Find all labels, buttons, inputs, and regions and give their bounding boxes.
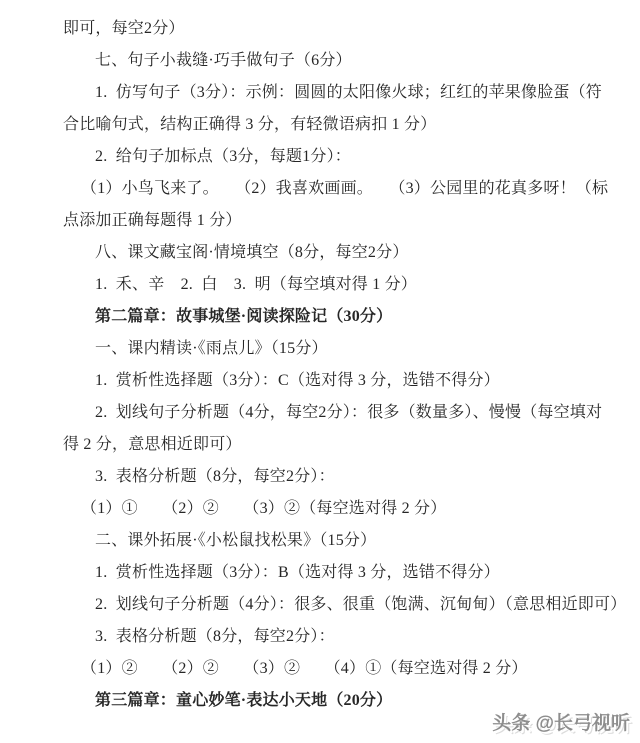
section-heading: 第三篇章：童心妙笔·表达小天地（20分） [95,692,393,709]
document-line: 合比喻句式，结构正确得 3 分，有轻微语病扣 1 分） [63,116,437,133]
document-line: 2. 划线句子分析题（4分）：很多、很重（饱满、沉甸甸）（意思相近即可） [95,596,627,613]
watermark: 头条 @长弓视听 [492,713,630,734]
document-body [63,13,627,717]
document-line: 一、课内精读·《雨点儿》（15分） [95,340,328,357]
document-line: 1. 赏析性选择题（3分）：C（选对得 3 分，选错不得分） [95,372,500,389]
document-line: 七、句子小裁缝·巧手做句子（6分） [95,52,352,69]
document-line: （1）① （2）② （3）②（每空选对得 2 分） [81,500,447,517]
document-line: 二、课外拓展·《小松鼠找松果》（15分） [95,532,377,549]
document-line: 点添加正确每题得 1 分） [63,212,242,229]
document-line: （1）小鸟飞来了。 （2）我喜欢画画。 （3）公园里的花真多呀！（标 [81,180,609,197]
document-line: （1）② （2）② （3）② （4）①（每空选对得 2 分） [81,660,528,677]
document-line: 八、课文藏宝阁·情境填空（8分，每空2分） [95,244,409,261]
document-line: 3. 表格分析题（8分，每空2分）： [95,628,335,645]
document-line: 得 2 分，意思相近即可） [63,436,242,453]
document-line: 1. 仿写句子（3分）：示例：圆圆的太阳像火球；红红的苹果像脸蛋（符 [95,84,603,101]
document-line: 3. 表格分析题（8分，每空2分）： [95,468,335,485]
document-line: 2. 划线句子分析题（4分，每空2分）：很多（数量多）、慢慢（每空填对 [95,404,603,421]
document-line: 1. 赏析性选择题（3分）：B（选对得 3 分，选错不得分） [95,564,500,581]
document-line: 2. 给句子加标点（3分，每题1分）： [95,148,352,165]
section-heading: 第二篇章：故事城堡·阅读探险记（30分） [95,308,393,325]
document-line: 即可，每空2分） [63,20,185,37]
document-line: 1. 禾、辛 2. 白 3. 明（每空填对得 1 分） [95,276,418,293]
